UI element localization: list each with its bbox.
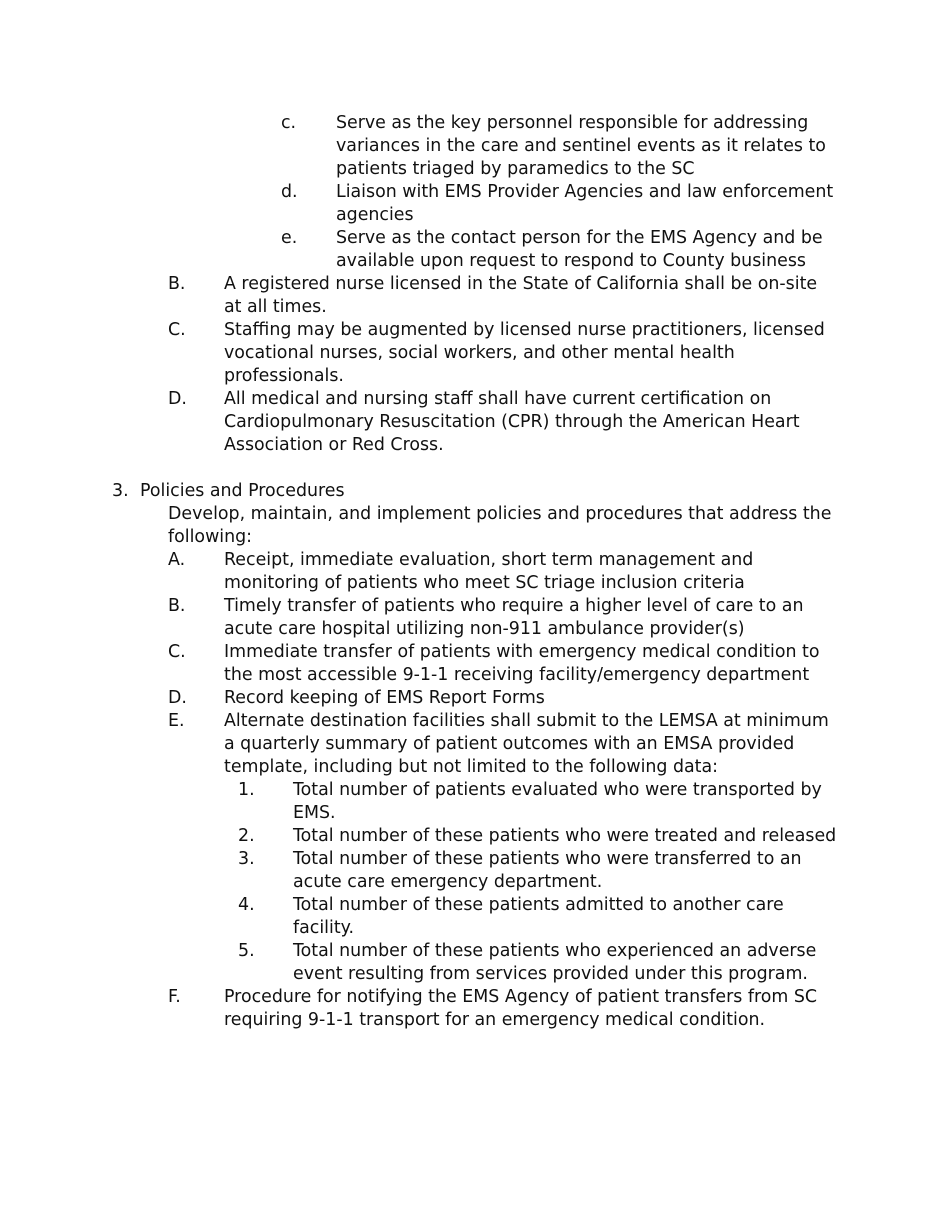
policy-item-a — [0, 549, 950, 595]
policy-item-c — [0, 641, 950, 687]
data-item-5 — [0, 940, 950, 986]
list-marker: d. — [281, 182, 298, 202]
list-marker: e. — [281, 228, 298, 248]
list-item-text: Staffing may be augmented by licensed nurse practitioners, licensed vocational nurses, social workers, and other mental health professionals. — [224, 320, 825, 386]
section-heading — [0, 480, 950, 503]
list-marker: 4. — [238, 895, 255, 915]
list-marker: E. — [168, 711, 185, 731]
list-marker: 1. — [238, 780, 255, 800]
document-page — [0, 112, 950, 1032]
list-item-text: A registered nurse licensed in the State of California shall be on-site at all times. — [224, 274, 818, 317]
policy-item-d — [0, 687, 950, 710]
list-item-text: Total number of these patients who were treated and released — [293, 826, 837, 846]
list-item-text: Total number of these patients admitted to another care facility. — [293, 895, 784, 938]
list-marker: C. — [168, 642, 186, 662]
staffing-item-d — [0, 388, 950, 457]
policy-item-f — [0, 986, 950, 1032]
list-item-text: Liaison with EMS Provider Agencies and law enforcement agencies — [336, 182, 834, 225]
list-item-text: Timely transfer of patients who require a higher level of care to an acute care hospital utilizing non-911 ambulance provider(s) — [224, 596, 804, 639]
list-item-text: Total number of these patients who experienced an adverse event resulting from services provided under this program. — [293, 941, 817, 984]
policy-item-b — [0, 595, 950, 641]
data-item-4 — [0, 894, 950, 940]
data-item-1 — [0, 779, 950, 825]
list-item-text: Serve as the contact person for the EMS Agency and be available upon request to respond to County business — [336, 228, 823, 271]
list-item-text: All medical and nursing staff shall have current certification on Cardiopulmonary Resuscitation (CPR) through the American Heart Association or Red Cross. — [224, 389, 800, 455]
data-item-3 — [0, 848, 950, 894]
list-item-text: Record keeping of EMS Report Forms — [224, 688, 545, 708]
list-marker: F. — [168, 987, 181, 1007]
list-item-c — [0, 112, 950, 181]
list-marker: A. — [168, 550, 186, 570]
list-marker: D. — [168, 389, 187, 409]
list-item-text: Total number of these patients who were transferred to an acute care emergency department. — [293, 849, 802, 892]
list-marker: 5. — [238, 941, 255, 961]
list-item-text: Procedure for notifying the EMS Agency of patient transfers from SC requiring 9-1-1 transport for an emergency medical condition. — [224, 987, 818, 1030]
data-item-2 — [0, 825, 950, 848]
list-marker: D. — [168, 688, 187, 708]
list-marker: C. — [168, 320, 186, 340]
list-marker: B. — [168, 274, 186, 294]
section-intro: Develop, maintain, and implement policies and procedures that address the following: — [168, 504, 832, 547]
list-marker: 3. — [238, 849, 255, 869]
list-marker: B. — [168, 596, 186, 616]
list-item-text: Receipt, immediate evaluation, short term management and monitoring of patients who meet SC triage inclusion criteria — [224, 550, 754, 593]
list-marker: 2. — [238, 826, 255, 846]
staffing-item-c — [0, 319, 950, 388]
list-marker: c. — [281, 113, 297, 133]
list-item-e — [0, 227, 950, 273]
list-item-d — [0, 181, 950, 227]
staffing-item-b — [0, 273, 950, 319]
policy-item-e — [0, 710, 950, 779]
section-number: 3. — [112, 481, 129, 501]
list-item-text: Serve as the key personnel responsible for addressing variances in the care and sentinel events as it relates to patients triaged by paramedics to the SC — [336, 113, 826, 179]
list-item-text: Alternate destination facilities shall submit to the LEMSA at minimum a quarterly summary of patient outcomes with an EMSA provided template, including but not limited to the following data: — [224, 711, 829, 777]
section-title: Policies and Procedures — [140, 481, 345, 501]
list-item-text: Total number of patients evaluated who were transported by EMS. — [293, 780, 822, 823]
list-item-text: Immediate transfer of patients with emergency medical condition to the most accessible 9-1-1 receiving facility/emergency department — [224, 642, 820, 685]
